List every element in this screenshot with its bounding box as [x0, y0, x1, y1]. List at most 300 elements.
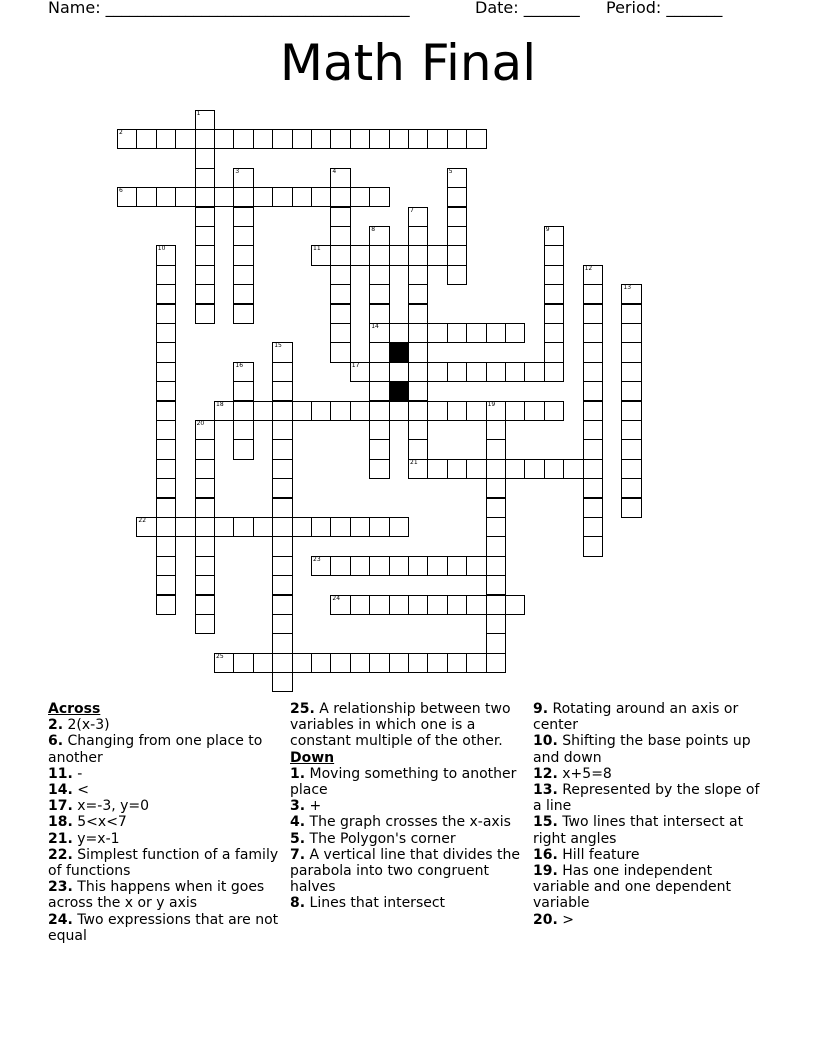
crossword-cell[interactable]: [524, 362, 544, 382]
crossword-cell[interactable]: [408, 342, 428, 362]
clue-number-label: 17: [351, 361, 360, 369]
crossword-cell[interactable]: [408, 401, 428, 421]
crossword-cell[interactable]: [195, 110, 215, 130]
crossword-cell[interactable]: [544, 304, 564, 324]
crossword-cell[interactable]: [272, 614, 292, 634]
crossword-cell[interactable]: [233, 304, 253, 324]
crossword-cell[interactable]: [369, 517, 389, 537]
crossword-cell[interactable]: [505, 595, 525, 615]
crossword-cell[interactable]: [583, 323, 603, 343]
clue-column-1: [48, 701, 280, 944]
crossword-cell[interactable]: [156, 129, 176, 149]
crossword-cell[interactable]: [544, 245, 564, 265]
crossword-cell[interactable]: [621, 304, 641, 324]
crossword-cell[interactable]: [486, 653, 506, 673]
crossword-cell[interactable]: [195, 168, 215, 188]
crossword-cell[interactable]: [621, 439, 641, 459]
crossword-cell[interactable]: [408, 245, 428, 265]
crossword-cell[interactable]: [311, 517, 331, 537]
crossword-cell[interactable]: [505, 459, 525, 479]
crossword-cell[interactable]: [195, 614, 215, 634]
crossword-cell[interactable]: [427, 129, 447, 149]
crossword-cell[interactable]: [486, 478, 506, 498]
crossword-cell[interactable]: [156, 459, 176, 479]
crossword-cell[interactable]: [330, 265, 350, 285]
crossword-cell[interactable]: [156, 381, 176, 401]
crossword-cell[interactable]: [369, 323, 389, 343]
crossword-cell[interactable]: [156, 265, 176, 285]
crossword-cell[interactable]: [466, 362, 486, 382]
crossword-cell[interactable]: [583, 498, 603, 518]
crossword-cell[interactable]: [195, 595, 215, 615]
crossword-cell[interactable]: [544, 284, 564, 304]
crossword-cell[interactable]: [544, 226, 564, 246]
across-clue-17: 17. x=-3, y=0: [48, 798, 150, 815]
crossword-cell[interactable]: [369, 381, 389, 401]
crossword-cell[interactable]: [330, 653, 350, 673]
crossword-cell[interactable]: [292, 129, 312, 149]
clue-number-label: 2: [119, 128, 123, 136]
crossword-cell[interactable]: [466, 129, 486, 149]
clue-number-label: 9: [545, 225, 550, 233]
crossword-cell[interactable]: [156, 401, 176, 421]
crossword-cell[interactable]: [369, 401, 389, 421]
crossword-cell[interactable]: [272, 517, 292, 537]
crossword-cell[interactable]: [195, 517, 215, 537]
crossword-cell[interactable]: [272, 498, 292, 518]
crossword-cell[interactable]: [369, 439, 389, 459]
crossword-cell[interactable]: [486, 517, 506, 537]
crossword-cell[interactable]: [156, 536, 176, 556]
crossword-cell[interactable]: [195, 478, 215, 498]
crossword-cell[interactable]: [427, 459, 447, 479]
crossword-cell[interactable]: [156, 498, 176, 518]
crossword-cell[interactable]: [272, 362, 292, 382]
crossword-cell[interactable]: [195, 226, 215, 246]
crossword-cell[interactable]: [427, 323, 447, 343]
clue-number-label: 19: [487, 400, 496, 408]
crossword-cell[interactable]: [311, 129, 331, 149]
across-heading: Across: [48, 701, 101, 717]
crossword-cell[interactable]: [253, 517, 273, 537]
crossword-cell[interactable]: [583, 401, 603, 421]
crossword-cell[interactable]: [447, 459, 467, 479]
crossword-cell[interactable]: [583, 478, 603, 498]
crossword-cell[interactable]: [214, 401, 234, 421]
crossword-cell[interactable]: [311, 556, 331, 576]
crossword-cell[interactable]: [292, 653, 312, 673]
crossword-cell[interactable]: [621, 401, 641, 421]
crossword-cell[interactable]: [389, 362, 409, 382]
crossword-cell[interactable]: [233, 439, 253, 459]
crossword-cell[interactable]: [214, 187, 234, 207]
crossword-cell[interactable]: [583, 304, 603, 324]
crossword-cell[interactable]: [408, 459, 428, 479]
crossword-cell[interactable]: [427, 245, 447, 265]
crossword-cell[interactable]: [408, 381, 428, 401]
crossword-cell[interactable]: [544, 459, 564, 479]
crossword-cell[interactable]: [292, 187, 312, 207]
crossword-cell[interactable]: [369, 129, 389, 149]
crossword-cell[interactable]: [466, 459, 486, 479]
crossword-cell[interactable]: [272, 653, 292, 673]
crossword-cell[interactable]: [195, 575, 215, 595]
crossword-cell[interactable]: [214, 517, 234, 537]
crossword-cell[interactable]: [583, 284, 603, 304]
crossword-cell[interactable]: [175, 517, 195, 537]
crossword-cell[interactable]: [233, 168, 253, 188]
crossword-cell[interactable]: [195, 536, 215, 556]
crossword-cell[interactable]: [583, 536, 603, 556]
crossword-cell[interactable]: [408, 323, 428, 343]
crossword-cell[interactable]: [292, 517, 312, 537]
crossword-cell[interactable]: [427, 653, 447, 673]
clue-number-label: 3: [235, 167, 240, 175]
crossword-cell[interactable]: [408, 129, 428, 149]
crossword-cell[interactable]: [486, 536, 506, 556]
crossword-cell[interactable]: [136, 187, 156, 207]
crossword-cell[interactable]: [447, 653, 467, 673]
name-field-label[interactable]: Name: ______________________________________: [48, 0, 410, 17]
crossword-cell[interactable]: [447, 226, 467, 246]
crossword-cell[interactable]: [486, 633, 506, 653]
crossword-cell[interactable]: [621, 342, 641, 362]
crossword-cell[interactable]: [544, 323, 564, 343]
crossword-cell[interactable]: [350, 187, 370, 207]
crossword-cell[interactable]: [389, 653, 409, 673]
crossword-cell[interactable]: [233, 265, 253, 285]
crossword-cell[interactable]: [621, 459, 641, 479]
crossword-cell[interactable]: [544, 362, 564, 382]
crossword-cell[interactable]: [583, 265, 603, 285]
crossword-cell[interactable]: [156, 304, 176, 324]
crossword-cell[interactable]: [233, 245, 253, 265]
crossword-cell[interactable]: [233, 517, 253, 537]
crossword-cell[interactable]: [369, 362, 389, 382]
crossword-cell[interactable]: [330, 187, 350, 207]
crossword-cell[interactable]: [583, 342, 603, 362]
crossword-cell[interactable]: [272, 439, 292, 459]
crossword-cell[interactable]: [233, 284, 253, 304]
crossword-cell[interactable]: [621, 323, 641, 343]
crossword-cell[interactable]: [427, 362, 447, 382]
crossword-cell[interactable]: [389, 401, 409, 421]
crossword-cell[interactable]: [195, 420, 215, 440]
crossword-cell[interactable]: [156, 517, 176, 537]
crossword-cell[interactable]: [427, 556, 447, 576]
crossword-cell[interactable]: [505, 401, 525, 421]
crossword-cell[interactable]: [389, 323, 409, 343]
crossword-cell[interactable]: [583, 517, 603, 537]
crossword-cell[interactable]: [214, 653, 234, 673]
clue-number-label: 22: [138, 516, 147, 524]
crossword-cell[interactable]: [427, 595, 447, 615]
crossword-cell[interactable]: [466, 556, 486, 576]
crossword-cell[interactable]: [233, 207, 253, 227]
crossword-cell[interactable]: [195, 129, 215, 149]
crossword-cell[interactable]: [466, 401, 486, 421]
crossword-cell[interactable]: [272, 536, 292, 556]
crossword-cell[interactable]: [524, 459, 544, 479]
crossword-cell[interactable]: [195, 498, 215, 518]
crossword-cell[interactable]: [408, 362, 428, 382]
crossword-cell[interactable]: [408, 207, 428, 227]
crossword-cell[interactable]: [272, 672, 292, 692]
crossword-cell[interactable]: [311, 245, 331, 265]
clue-number-label: 12: [584, 264, 593, 272]
crossword-cell[interactable]: [466, 595, 486, 615]
crossword-cell[interactable]: [544, 265, 564, 285]
down-clue-4: 4. The graph crosses the x-axis: [290, 814, 511, 831]
crossword-cell[interactable]: [369, 304, 389, 324]
crossword-cell[interactable]: [311, 401, 331, 421]
crossword-block-cell: [389, 381, 409, 401]
crossword-cell[interactable]: [195, 459, 215, 479]
crossword-cell[interactable]: [408, 304, 428, 324]
crossword-cell[interactable]: [195, 284, 215, 304]
crossword-cell[interactable]: [195, 207, 215, 227]
crossword-cell[interactable]: [117, 187, 137, 207]
crossword-cell[interactable]: [486, 595, 506, 615]
down-clue-3: 3. +: [290, 798, 322, 815]
crossword-cell[interactable]: [156, 439, 176, 459]
crossword-cell[interactable]: [563, 459, 583, 479]
crossword-cell[interactable]: [175, 129, 195, 149]
clue-number-label: 11: [313, 245, 321, 253]
crossword-cell[interactable]: [330, 517, 350, 537]
crossword-cell[interactable]: [156, 556, 176, 576]
crossword-cell[interactable]: [408, 595, 428, 615]
crossword-cell[interactable]: [447, 245, 467, 265]
crossword-cell[interactable]: [195, 265, 215, 285]
crossword-cell[interactable]: [253, 401, 273, 421]
crossword-cell[interactable]: [214, 129, 234, 149]
crossword-cell[interactable]: [389, 595, 409, 615]
period-field-label[interactable]: Period: _______: [606, 0, 723, 17]
crossword-cell[interactable]: [156, 420, 176, 440]
crossword-cell[interactable]: [272, 556, 292, 576]
crossword-cell[interactable]: [253, 653, 273, 673]
crossword-cell[interactable]: [330, 304, 350, 324]
crossword-cell[interactable]: [447, 556, 467, 576]
crossword-cell[interactable]: [156, 342, 176, 362]
crossword-cell[interactable]: [389, 245, 409, 265]
crossword-cell[interactable]: [272, 595, 292, 615]
crossword-cell[interactable]: [350, 595, 370, 615]
crossword-cell[interactable]: [330, 595, 350, 615]
crossword-cell[interactable]: [369, 226, 389, 246]
crossword-cell[interactable]: [486, 420, 506, 440]
down-clue-1: 1. Moving something to another place: [290, 765, 517, 799]
clue-column-2: [290, 701, 522, 912]
crossword-cell[interactable]: [272, 401, 292, 421]
crossword-cell[interactable]: [330, 129, 350, 149]
crossword-cell[interactable]: [486, 614, 506, 634]
crossword-cell[interactable]: [466, 653, 486, 673]
crossword-cell[interactable]: [505, 323, 525, 343]
crossword-cell[interactable]: [272, 129, 292, 149]
across-clue-6: 6. Changing from one place to another: [48, 733, 263, 766]
crossword-cell[interactable]: [350, 653, 370, 673]
crossword-cell[interactable]: [272, 575, 292, 595]
crossword-cell[interactable]: [369, 245, 389, 265]
crossword-cell[interactable]: [447, 323, 467, 343]
crossword-cell[interactable]: [156, 187, 176, 207]
crossword-cell[interactable]: [583, 420, 603, 440]
crossword-cell[interactable]: [369, 342, 389, 362]
crossword-cell[interactable]: [466, 323, 486, 343]
crossword-cell[interactable]: [583, 381, 603, 401]
crossword-cell[interactable]: [408, 265, 428, 285]
crossword-cell[interactable]: [311, 653, 331, 673]
crossword-cell[interactable]: [156, 575, 176, 595]
crossword-cell[interactable]: [233, 653, 253, 673]
crossword-cell[interactable]: [233, 226, 253, 246]
crossword-cell[interactable]: [195, 439, 215, 459]
crossword-cell[interactable]: [272, 381, 292, 401]
down-clue-12: 12. x+5=8: [533, 765, 612, 782]
crossword-cell[interactable]: [311, 187, 331, 207]
crossword-cell[interactable]: [447, 168, 467, 188]
crossword-cell[interactable]: [486, 498, 506, 518]
crossword-cell[interactable]: [233, 401, 253, 421]
crossword-cell[interactable]: [408, 420, 428, 440]
crossword-cell[interactable]: [447, 207, 467, 227]
crossword-cell[interactable]: [486, 439, 506, 459]
crossword-cell[interactable]: [389, 517, 409, 537]
crossword-cell[interactable]: [621, 362, 641, 382]
crossword-cell[interactable]: [272, 420, 292, 440]
crossword-cell[interactable]: [447, 265, 467, 285]
crossword-cell[interactable]: [369, 595, 389, 615]
crossword-cell[interactable]: [330, 226, 350, 246]
crossword-cell[interactable]: [369, 556, 389, 576]
crossword-cell[interactable]: [195, 304, 215, 324]
crossword-cell[interactable]: [233, 187, 253, 207]
crossword-cell[interactable]: [621, 284, 641, 304]
crossword-cell[interactable]: [486, 459, 506, 479]
crossword-cell[interactable]: [350, 517, 370, 537]
down-heading: Down: [290, 749, 335, 766]
crossword-cell[interactable]: [330, 284, 350, 304]
date-field-label[interactable]: Date: _______: [475, 0, 580, 17]
crossword-cell[interactable]: [389, 556, 409, 576]
crossword-cell[interactable]: [447, 129, 467, 149]
crossword-cell[interactable]: [369, 459, 389, 479]
crossword-cell[interactable]: [175, 187, 195, 207]
crossword-cell[interactable]: [195, 148, 215, 168]
crossword-cell[interactable]: [233, 420, 253, 440]
crossword-cell[interactable]: [136, 517, 156, 537]
crossword-cell[interactable]: [233, 362, 253, 382]
crossword-cell[interactable]: [156, 478, 176, 498]
clue-number-label: 14: [371, 322, 379, 330]
crossword-cell[interactable]: [156, 245, 176, 265]
crossword-cell[interactable]: [486, 575, 506, 595]
crossword-cell[interactable]: [330, 342, 350, 362]
crossword-cell[interactable]: [621, 478, 641, 498]
crossword-cell[interactable]: [447, 187, 467, 207]
crossword-cell[interactable]: [117, 129, 137, 149]
crossword-cell[interactable]: [272, 633, 292, 653]
down-clue-13: 13. Represented by the slope of a line: [533, 782, 760, 815]
crossword-cell[interactable]: [136, 129, 156, 149]
crossword-cell[interactable]: [350, 556, 370, 576]
crossword-cell[interactable]: [156, 284, 176, 304]
crossword-cell[interactable]: [389, 129, 409, 149]
crossword-cell[interactable]: [583, 362, 603, 382]
crossword-cell[interactable]: [195, 245, 215, 265]
crossword-cell[interactable]: [195, 556, 215, 576]
crossword-cell[interactable]: [583, 459, 603, 479]
crossword-cell[interactable]: [350, 401, 370, 421]
crossword-cell[interactable]: [486, 323, 506, 343]
crossword-cell[interactable]: [544, 401, 564, 421]
crossword-cell[interactable]: [408, 226, 428, 246]
crossword-cell[interactable]: [447, 595, 467, 615]
crossword-cell[interactable]: [272, 459, 292, 479]
crossword-cell[interactable]: [369, 420, 389, 440]
crossword-cell[interactable]: [447, 362, 467, 382]
crossword-cell[interactable]: [156, 323, 176, 343]
crossword-cell[interactable]: [505, 362, 525, 382]
crossword-cell[interactable]: [272, 342, 292, 362]
crossword-cell[interactable]: [272, 478, 292, 498]
crossword-cell[interactable]: [330, 168, 350, 188]
crossword-cell[interactable]: [524, 401, 544, 421]
crossword-cell[interactable]: [369, 265, 389, 285]
crossword-cell[interactable]: [233, 381, 253, 401]
crossword-cell[interactable]: [330, 207, 350, 227]
crossword-cell[interactable]: [233, 129, 253, 149]
crossword-cell[interactable]: [330, 245, 350, 265]
crossword-cell[interactable]: [272, 187, 292, 207]
crossword-cell[interactable]: [156, 362, 176, 382]
crossword-cell[interactable]: [369, 187, 389, 207]
crossword-cell[interactable]: [408, 556, 428, 576]
crossword-cell[interactable]: [330, 401, 350, 421]
down-clue-19: 19. Has one independent variable and one dependent variable: [533, 863, 731, 912]
crossword-cell[interactable]: [330, 323, 350, 343]
crossword-cell[interactable]: [408, 439, 428, 459]
crossword-cell[interactable]: [544, 342, 564, 362]
crossword-cell[interactable]: [195, 187, 215, 207]
crossword-cell[interactable]: [350, 245, 370, 265]
crossword-cell[interactable]: [253, 129, 273, 149]
crossword-cell[interactable]: [621, 498, 641, 518]
crossword-cell[interactable]: [427, 401, 447, 421]
crossword-cell[interactable]: [408, 284, 428, 304]
crossword-cell[interactable]: [350, 362, 370, 382]
crossword-cell[interactable]: [292, 401, 312, 421]
down-clue-20: 20. >: [533, 911, 574, 928]
crossword-cell[interactable]: [486, 362, 506, 382]
crossword-cell[interactable]: [253, 187, 273, 207]
crossword-cell[interactable]: [486, 401, 506, 421]
crossword-cell[interactable]: [486, 556, 506, 576]
crossword-cell[interactable]: [408, 653, 428, 673]
crossword-cell[interactable]: [621, 381, 641, 401]
crossword-cell[interactable]: [330, 556, 350, 576]
crossword-cell[interactable]: [369, 653, 389, 673]
crossword-cell[interactable]: [156, 595, 176, 615]
crossword-cell[interactable]: [583, 439, 603, 459]
crossword-cell[interactable]: [350, 129, 370, 149]
crossword-cell[interactable]: [447, 401, 467, 421]
crossword-cell[interactable]: [621, 420, 641, 440]
crossword-cell[interactable]: [369, 284, 389, 304]
across-clue-25: 25. A relationship between two variables in which one is a constant multiple of the other.: [290, 701, 511, 750]
